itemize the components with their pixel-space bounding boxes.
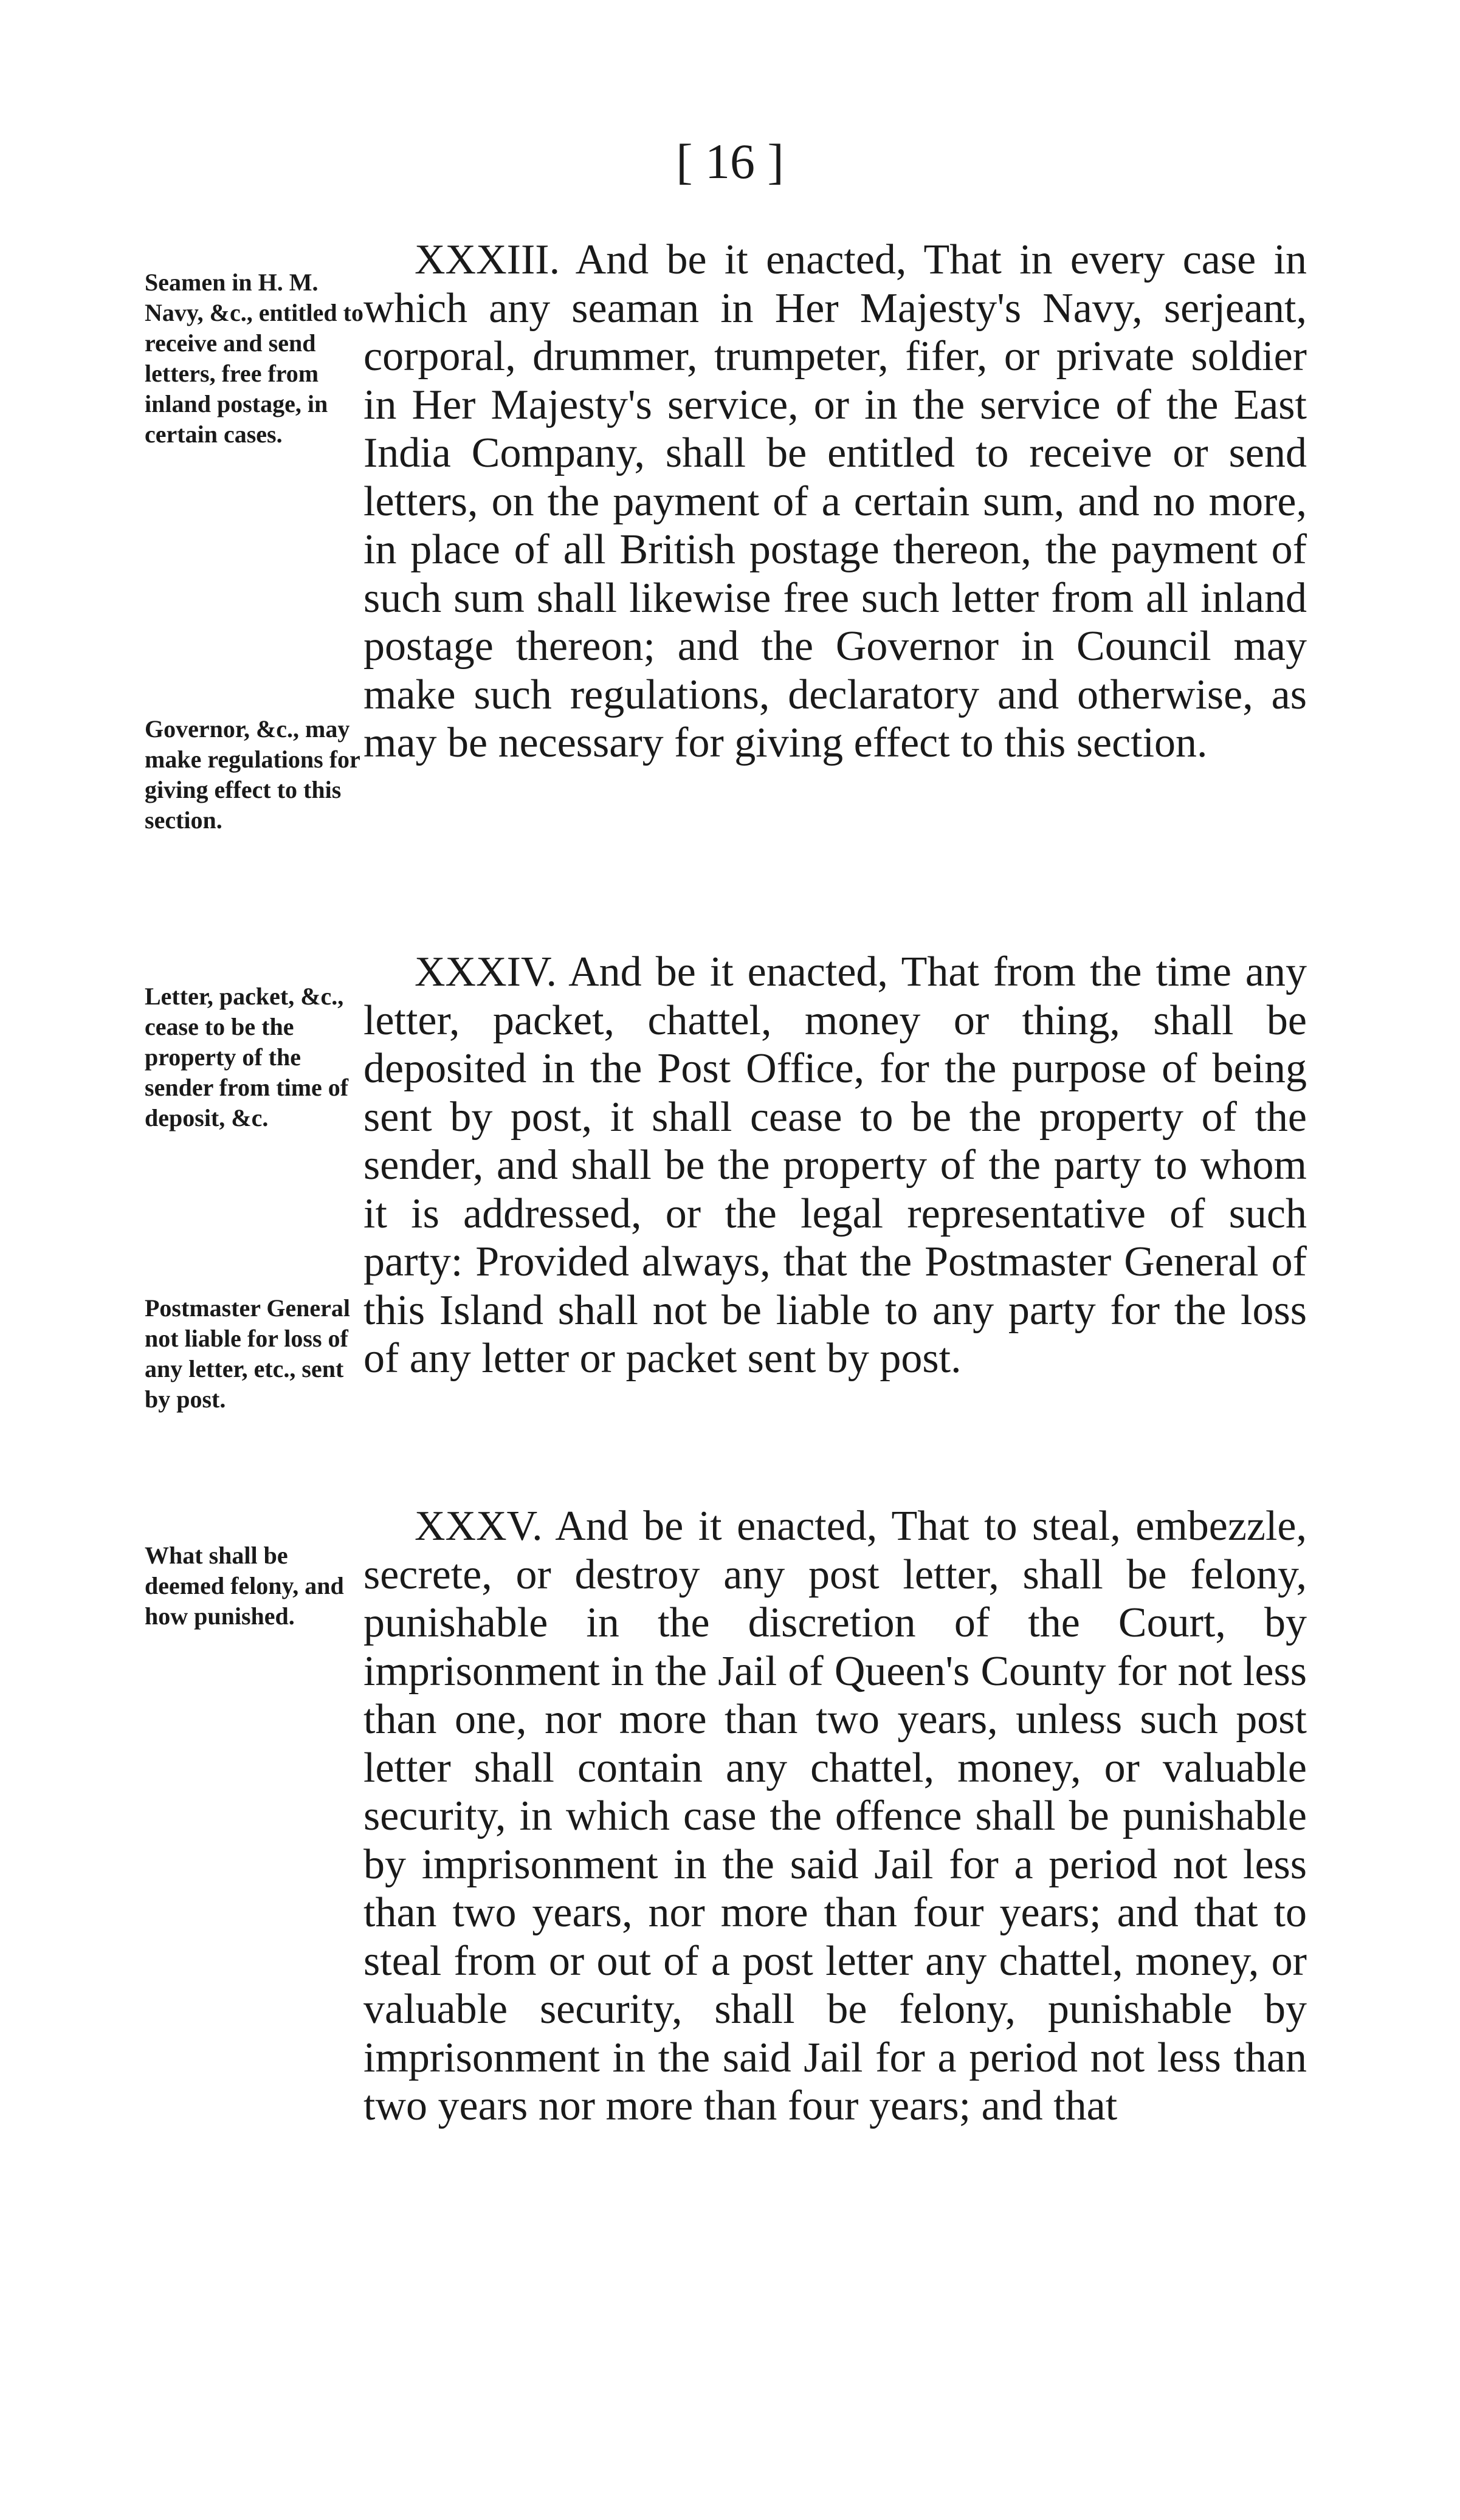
margin-note: Governor, &c., may make regulations for giving effect to this section. xyxy=(145,715,360,834)
margin-note: Postmaster General not liable for loss of any letter, etc., sent by post. xyxy=(145,1294,351,1413)
page-number: [ 16 ] xyxy=(676,134,784,189)
section-body xyxy=(363,948,1307,1383)
section-text: XXXV. And be it enacted, That to steal, embezzle, secrete, or destroy any post letter, shall be felony, punishable in the discretion of the Court, by imprisonment in the Jail of Queen's County for not less than one, nor more than two years, unless such post letter shall contain any chattel, money, or valuable security, in which case the offence shall be punishable by imprisonment in the said Jail for a period not less than two years, nor more than four years; and that to steal from or out of a post letter any chattel, money, or valuable security, shall be felony, punishable by imprisonment in the said Jail for a period not less than two years nor more than four years; and that xyxy=(363,1503,1307,2129)
section-text: XXXIV. And be it enacted, That from the time any letter, packet, chattel, money or thing, shall be deposited in the Post Office, for the purpose of being sent by post, it shall cease to be the property of the sender, and shall be the property of the party to whom it is addressed, or the legal representative of such party: Provided always, that the Postmaster General of this Island shall not be liable to any party for the loss of any letter or packet sent by post. xyxy=(363,949,1307,1382)
margin-note: What shall be deemed felony, and how punished. xyxy=(145,1542,344,1630)
margin-note: Seamen in H. M. Navy, &c., entitled to receive and send letters, free from inland postage, in certain cases. xyxy=(145,269,363,448)
section-body xyxy=(363,1502,1307,2130)
margin-note: Letter, packet, &c., cease to be the property of the sender from time of deposit, &c. xyxy=(145,983,349,1131)
section-text: XXXIII. And be it enacted, That in every case in which any seaman in Her Majesty's Navy, serjeant, corporal, drummer, trumpeter, fifer, or private soldier in Her Majesty's service, or in the service of the East India Company, shall be entitled to receive or send letters, on the payment of a certain sum, and no more, in place of all British postage thereon, the payment of such sum shall likewise free such letter from all inland postage thereon; and the Governor in Council may make such regulations, declaratory and otherwise, as may be necessary for giving effect to this section. xyxy=(363,236,1307,766)
section-body xyxy=(363,236,1307,767)
